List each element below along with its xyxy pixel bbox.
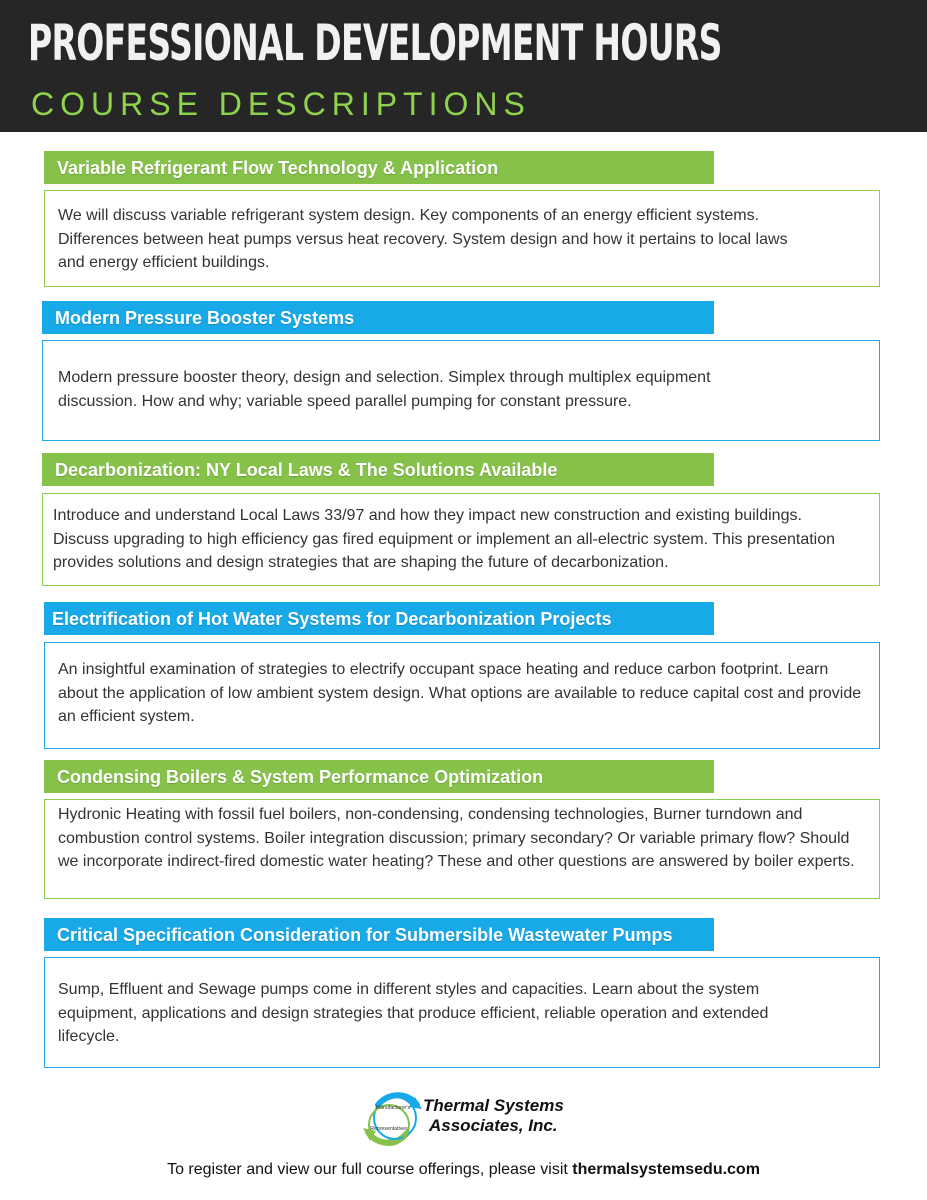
registration-text: To register and view our full course offerings, please visit [167,1161,573,1178]
logo-tagline-top: Manufacturer's [375,1105,411,1111]
course-title-banner [44,151,714,184]
course-title: Electrification of Hot Water Systems for Decarbonization Projects [52,608,612,629]
course-description-box [44,799,880,899]
company-logo [360,1085,580,1152]
course-title-banner [44,918,714,951]
page-title: PROFESSIONAL DEVELOPMENT HOURS [28,14,722,72]
course-description-box [44,190,880,287]
course-description: Sump, Effluent and Sewage pumps come in different styles and capacities. Learn about the system equipment, applications and design strategies that produce efficient, reliable operation and extended lifecycle. [58,981,769,1045]
course-description: Modern pressure booster theory, design and selection. Simplex through multiplex equipment discussion. How and why; variable speed parallel pumping for constant pressure. [58,369,711,410]
course-title: Modern Pressure Booster Systems [55,307,355,328]
course-description-box [44,642,880,749]
circular-arrows-logo-icon [360,1085,426,1151]
course-title: Variable Refrigerant Flow Technology & Application [57,157,499,178]
course-description: Hydronic Heating with fossil fuel boilers, non-condensing, condensing technologies, Burner turndown and combustion control systems. Boiler integration discussion; primary secondary? Or variable primary flow? Should we incorporate indirect-fired domestic water heating? These and other questions are answered by boiler experts. [58,806,855,870]
page-subtitle: COURSE DESCRIPTIONS [31,86,531,122]
course-title-banner [44,760,714,793]
course-title: Condensing Boilers & System Performance Optimization [57,766,544,787]
company-name-line-1: Thermal Systems [423,1096,564,1115]
page-header [0,0,927,132]
course-description: Introduce and understand Local Laws 33/97 and how they impact new construction and existing buildings. Discuss upgrading to high efficiency gas fired equipment or implement an all-electric system. This presentation provides solutions and design strategies that are shaping the future of decarbonization. [53,507,836,571]
logo-tagline-bottom: Representatives [370,1126,408,1132]
company-name [423,1096,583,1136]
course-title: Decarbonization: NY Local Laws & The Solutions Available [55,459,558,480]
registration-footer [0,1160,927,1180]
course-description-box [44,957,880,1068]
course-description-box [42,340,880,441]
course-description: An insightful examination of strategies to electrify occupant space heating and reduce carbon footprint. Learn about the application of low ambient system design. What options are available to reduce capital cost and provide an efficient system. [58,661,862,725]
course-description-box [42,493,880,586]
course-title: Critical Specification Consideration for Submersible Wastewater Pumps [57,924,673,945]
company-name-line-2: Associates, Inc. [429,1116,558,1135]
course-title-banner [42,453,714,486]
course-description: We will discuss variable refrigerant system design. Key components of an energy efficient systems. Differences between heat pumps versus heat recovery. System design and how it pertains to local laws and energy efficient buildings. [58,207,788,271]
course-title-banner [42,301,714,334]
course-title-banner [44,602,714,635]
course-website-link[interactable]: thermalsystemsedu.com [572,1161,760,1178]
